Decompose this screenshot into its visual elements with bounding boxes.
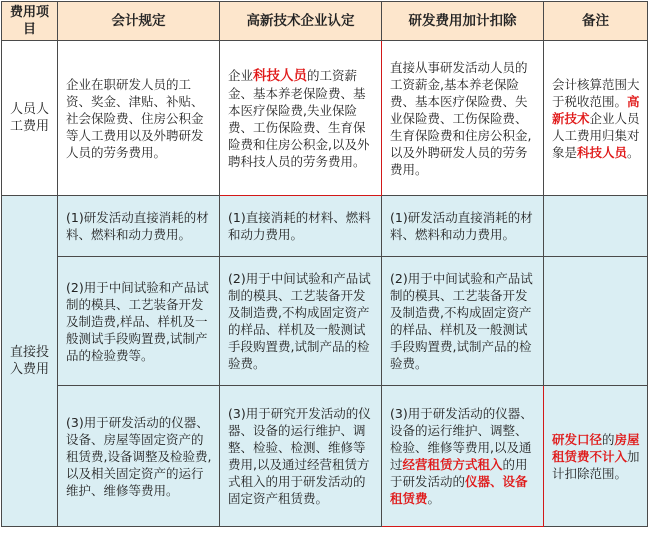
header-hightech: 高新技术企业认定 — [220, 2, 382, 41]
category-direct-input: 直接投入费用 — [2, 196, 58, 527]
table-row-personnel — [2, 41, 648, 196]
highlight-rd-scope: 研发口径 — [552, 431, 603, 447]
direct-input-1-hightech: (1)直接消耗的材料、燃料和动力费用。 — [220, 196, 382, 257]
personnel-accounting: 企业在职研发人员的工资、奖金、津贴、补贴、社会保险费、住房公积金等人工费用以及外聘研发人员的劳务费用。 — [58, 41, 220, 196]
header-category: 费用项目 — [2, 2, 58, 41]
header-accounting: 会计规定 — [58, 2, 220, 41]
category-personnel: 人员人工费用 — [2, 41, 58, 196]
highlight-equipment-rent: 仪器、设备租赁费 — [390, 474, 528, 506]
personnel-remark: 会计核算范围大于税收范围。高新技术企业人员人工费用归集对象是科技人员。 — [544, 41, 648, 196]
table-row-direct-input-1 — [2, 196, 648, 257]
direct-input-2-rd-deduction: (2)用于中间试验和产品试制的模具、工艺装备开发及制造费,不构成固定资产的样品、样机及一般测试手段购置费,试制产品的检验费。 — [382, 257, 544, 386]
direct-input-3-rd-deduction: (3)用于研发活动的仪器、设备的运行维护、调整、检验、维修等费用,以及通过经营租赁方式租入的用于研发活动的仪器、设备租赁费。 — [382, 386, 544, 527]
personnel-rd-deduction: 直接从事研发活动人员的工资薪金,基本养老保险费、基本医疗保险费、失业保险费、工伤保险费、生育保险费和住房公积金,以及外聘研发人员的劳务费用。 — [382, 41, 544, 196]
header-row — [2, 2, 648, 41]
direct-input-2-hightech: (2)用于中间试验和产品试制的模具、工艺装备开发及制造费,不构成固定资产的样品、样机及一般测试手段购置费,试制产品的检验费。 — [220, 257, 382, 386]
direct-input-3-accounting: (3)用于研发活动的仪器、设备、房屋等固定资产的租赁费,设备调整及检验费,以及相关固定资产的运行维护、维修等费用。 — [58, 386, 220, 527]
direct-input-1-remark — [544, 196, 648, 257]
highlight-tech-staff: 科技人员 — [253, 67, 308, 84]
table-row-direct-input-2 — [2, 257, 648, 386]
direct-input-2-remark — [544, 257, 648, 386]
header-remark: 备注 — [544, 2, 648, 41]
direct-input-3-remark: 研发口径的房屋租赁费不计入加计扣除范围。 — [544, 386, 648, 527]
rd-expense-comparison-table — [1, 1, 648, 527]
direct-input-1-rd-deduction: (1)研发活动直接消耗的材料、燃料和动力费用。 — [382, 196, 544, 257]
header-rd-deduction: 研发费用加计扣除 — [382, 2, 544, 41]
direct-input-2-accounting: (2)用于中间试验和产品试制的模具、工艺装备开发及制造费,样品、样机及一般测试手段购置费,试制产品的检验费等。 — [58, 257, 220, 386]
direct-input-3-hightech: (3)用于研究开发活动的仪器、设备的运行维护、调整、检验、检测、维修等费用,以及通过经营租赁方式租入的用于研发活动的固定资产租赁费。 — [220, 386, 382, 527]
highlight-tech-staff-remark: 科技人员 — [577, 144, 628, 160]
table-row-direct-input-3 — [2, 386, 648, 527]
highlight-house-rent-excluded: 房屋租赁费不计入 — [552, 431, 640, 464]
highlight-hightech: 高新技术 — [552, 93, 640, 126]
direct-input-1-accounting: (1)研发活动直接消耗的材料、燃料和动力费用。 — [58, 196, 220, 257]
highlight-operating-lease: 经营租赁方式租入 — [402, 457, 503, 472]
personnel-hightech: 企业科技人员的工资薪金、基本养老保险费、基本医疗保险费,失业保险费、工伤保险费、生育保险费和住房公积金,以及外聘科技人员的劳务费用。 — [220, 41, 382, 196]
